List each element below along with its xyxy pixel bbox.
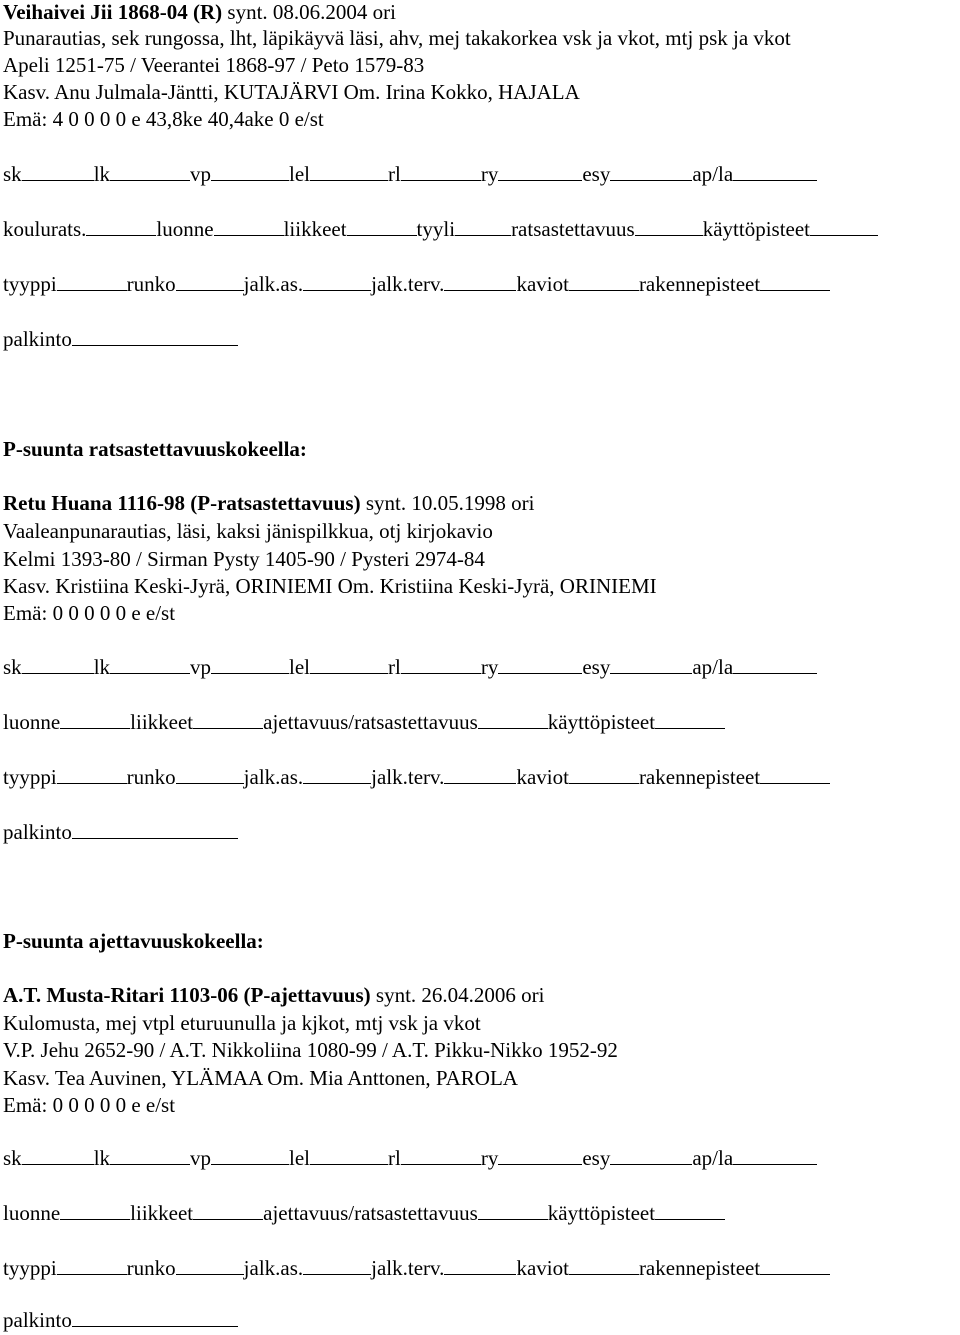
field-label: jalk.as. bbox=[243, 765, 304, 789]
field-label: rakennepisteet bbox=[638, 765, 761, 789]
field-blank[interactable] bbox=[760, 765, 830, 784]
horse2-birth: synt. 10.05.1998 ori bbox=[360, 491, 535, 515]
field-label: esy bbox=[582, 1146, 611, 1170]
horse1-score-row-1 bbox=[3, 162, 817, 186]
field-blank[interactable] bbox=[610, 655, 692, 674]
field-label: rakennepisteet bbox=[638, 272, 761, 296]
horse3-score-row-4 bbox=[3, 1308, 238, 1332]
horse3-score-row-2 bbox=[3, 1201, 725, 1225]
field-label: ap/la bbox=[692, 162, 734, 186]
field-label: sk bbox=[3, 655, 22, 679]
field-blank[interactable] bbox=[401, 1146, 481, 1165]
field-blank[interactable] bbox=[401, 162, 481, 181]
field-label: tyyppi bbox=[3, 765, 57, 789]
field-label: ry bbox=[480, 1146, 499, 1170]
field-blank[interactable] bbox=[211, 1146, 289, 1165]
field-label: lk bbox=[93, 655, 111, 679]
field-blank[interactable] bbox=[498, 1146, 582, 1165]
horse1-score-row-2 bbox=[3, 217, 878, 241]
field-blank[interactable] bbox=[733, 162, 817, 181]
field-blank[interactable] bbox=[810, 217, 878, 236]
horse1-birth: synt. 08.06.2004 ori bbox=[222, 0, 396, 24]
field-label: käyttöpisteet bbox=[547, 710, 656, 734]
field-blank[interactable] bbox=[110, 1146, 190, 1165]
field-label: jalk.terv. bbox=[371, 1256, 445, 1280]
field-label: jalk.terv. bbox=[371, 765, 445, 789]
field-label: käyttöpisteet bbox=[547, 1201, 656, 1225]
field-label: palkinto bbox=[3, 1308, 72, 1332]
section-heading-riding: P-suunta ratsastettavuuskokeella: bbox=[3, 437, 307, 461]
field-label: sk bbox=[3, 1146, 22, 1170]
field-blank[interactable] bbox=[610, 1146, 692, 1165]
field-blank[interactable] bbox=[176, 1256, 244, 1275]
field-blank[interactable] bbox=[347, 217, 417, 236]
field-blank[interactable] bbox=[303, 272, 371, 291]
field-label: tyyppi bbox=[3, 272, 57, 296]
field-label: rl bbox=[388, 1146, 401, 1170]
field-blank[interactable] bbox=[57, 765, 127, 784]
field-label: ap/la bbox=[692, 1146, 734, 1170]
field-label: lel bbox=[289, 655, 311, 679]
field-blank[interactable] bbox=[444, 765, 516, 784]
field-blank[interactable] bbox=[72, 1308, 238, 1327]
field-label: ajettavuus/ratsastettavuus bbox=[263, 710, 478, 734]
field-blank[interactable] bbox=[635, 217, 703, 236]
field-label: vp bbox=[190, 1146, 212, 1170]
horse1-dam-record: Emä: 4 0 0 0 0 e 43,8ke 40,4ake 0 e/st bbox=[3, 107, 324, 131]
field-label: lel bbox=[289, 162, 311, 186]
horse3-score-row-3 bbox=[3, 1256, 830, 1280]
horse1-score-row-3 bbox=[3, 272, 830, 296]
field-label: liikkeet bbox=[283, 217, 347, 241]
field-label: runko bbox=[126, 1256, 176, 1280]
horse3-dam-record: Emä: 0 0 0 0 0 e e/st bbox=[3, 1093, 176, 1117]
horse1-title bbox=[3, 0, 396, 24]
horse2-dam-record: Emä: 0 0 0 0 0 e e/st bbox=[3, 601, 176, 625]
field-label: liikkeet bbox=[130, 710, 194, 734]
horse3-score-row-1 bbox=[3, 1146, 817, 1170]
field-blank[interactable] bbox=[310, 655, 388, 674]
field-label: jalk.terv. bbox=[371, 272, 445, 296]
field-blank[interactable] bbox=[214, 217, 284, 236]
field-blank[interactable] bbox=[57, 1256, 127, 1275]
horse2-breeder-owner: Kasv. Kristiina Keski-Jyrä, ORINIEMI Om. Kristiina Keski-Jyrä, ORINIEMI bbox=[3, 574, 657, 598]
field-blank[interactable] bbox=[610, 162, 692, 181]
field-blank[interactable] bbox=[72, 820, 238, 839]
field-label: vp bbox=[190, 162, 212, 186]
field-blank[interactable] bbox=[444, 272, 516, 291]
field-label: lel bbox=[289, 1146, 311, 1170]
field-label: ratsastettavuus bbox=[511, 217, 635, 241]
horse3-description: Kulomusta, mej vtpl eturuunulla ja kjkot, mtj vsk ja vkot bbox=[3, 1011, 481, 1035]
field-blank[interactable] bbox=[176, 765, 244, 784]
field-blank[interactable] bbox=[310, 1146, 388, 1165]
field-label: esy bbox=[582, 655, 611, 679]
field-blank[interactable] bbox=[22, 655, 94, 674]
field-label: ry bbox=[480, 655, 499, 679]
field-blank[interactable] bbox=[303, 765, 371, 784]
field-label: liikkeet bbox=[130, 1201, 194, 1225]
field-label: rl bbox=[388, 162, 401, 186]
horse2-description: Vaaleanpunarautias, läsi, kaksi jänispilkkua, otj kirjokavio bbox=[3, 519, 493, 543]
field-label: jalk.as. bbox=[243, 1256, 304, 1280]
horse1-pedigree: Apeli 1251-75 / Veerantei 1868-97 / Peto 1579-83 bbox=[3, 53, 425, 77]
field-label: esy bbox=[582, 162, 611, 186]
field-label: palkinto bbox=[3, 327, 72, 351]
field-blank[interactable] bbox=[193, 1201, 263, 1220]
field-label: runko bbox=[126, 765, 176, 789]
field-blank[interactable] bbox=[569, 1256, 639, 1275]
horse3-title bbox=[3, 983, 545, 1007]
field-label: jalk.as. bbox=[243, 272, 304, 296]
horse3-breeder-owner: Kasv. Tea Auvinen, YLÄMAA Om. Mia Anttonen, PAROLA bbox=[3, 1066, 518, 1090]
field-blank[interactable] bbox=[655, 1201, 725, 1220]
horse2-score-row-3 bbox=[3, 765, 830, 789]
field-label: runko bbox=[126, 272, 176, 296]
field-label: käyttöpisteet bbox=[702, 217, 811, 241]
field-blank[interactable] bbox=[401, 655, 481, 674]
field-label: ajettavuus/ratsastettavuus bbox=[263, 1201, 478, 1225]
horse2-score-row-1 bbox=[3, 655, 817, 679]
field-label: rl bbox=[388, 655, 401, 679]
field-label: sk bbox=[3, 162, 22, 186]
field-label: palkinto bbox=[3, 820, 72, 844]
field-blank[interactable] bbox=[655, 710, 725, 729]
horse2-name: Retu Huana 1116-98 (P-ratsastettavuus) bbox=[3, 491, 361, 515]
field-label: ry bbox=[480, 162, 499, 186]
field-label: luonne bbox=[3, 710, 61, 734]
field-blank[interactable] bbox=[211, 655, 289, 674]
field-blank[interactable] bbox=[110, 655, 190, 674]
field-blank[interactable] bbox=[22, 1146, 94, 1165]
field-blank[interactable] bbox=[310, 162, 388, 181]
field-label: luonne bbox=[3, 1201, 61, 1225]
field-blank[interactable] bbox=[72, 327, 238, 346]
field-blank[interactable] bbox=[303, 1256, 371, 1275]
horse3-pedigree: V.P. Jehu 2652-90 / A.T. Nikkoliina 1080-99 / A.T. Pikku-Nikko 1952-92 bbox=[3, 1038, 618, 1062]
horse2-score-row-4 bbox=[3, 820, 238, 844]
field-label: lk bbox=[93, 162, 111, 186]
field-blank[interactable] bbox=[733, 1146, 817, 1165]
field-blank[interactable] bbox=[569, 272, 639, 291]
horse3-birth: synt. 26.04.2006 ori bbox=[370, 983, 545, 1007]
horse2-score-row-2 bbox=[3, 710, 725, 734]
field-blank[interactable] bbox=[733, 655, 817, 674]
field-label: tyyli bbox=[416, 217, 456, 241]
field-label: lk bbox=[93, 1146, 111, 1170]
section-heading-driving: P-suunta ajettavuuskokeella: bbox=[3, 929, 264, 953]
horse2-title bbox=[3, 491, 534, 515]
horse2-pedigree: Kelmi 1393-80 / Sirman Pysty 1405-90 / Pysteri 2974-84 bbox=[3, 547, 485, 571]
horse1-breeder-owner: Kasv. Anu Julmala-Jäntti, KUTAJÄRVI Om. Irina Kokko, HAJALA bbox=[3, 80, 580, 104]
field-blank[interactable] bbox=[760, 1256, 830, 1275]
field-blank[interactable] bbox=[455, 217, 511, 236]
field-blank[interactable] bbox=[498, 162, 582, 181]
field-label: koulurats. bbox=[3, 217, 87, 241]
field-label: kaviot bbox=[516, 765, 569, 789]
field-blank[interactable] bbox=[60, 1201, 130, 1220]
horse1-score-row-4 bbox=[3, 327, 238, 351]
field-blank[interactable] bbox=[176, 272, 244, 291]
field-label: kaviot bbox=[516, 272, 569, 296]
field-blank[interactable] bbox=[22, 162, 94, 181]
field-label: vp bbox=[190, 655, 212, 679]
horse1-name: Veihaivei Jii 1868-04 (R) bbox=[3, 0, 223, 24]
field-blank[interactable] bbox=[211, 162, 289, 181]
field-blank[interactable] bbox=[110, 162, 190, 181]
field-blank[interactable] bbox=[60, 710, 130, 729]
field-label: tyyppi bbox=[3, 1256, 57, 1280]
field-blank[interactable] bbox=[478, 1201, 548, 1220]
field-blank[interactable] bbox=[57, 272, 127, 291]
field-blank[interactable] bbox=[193, 710, 263, 729]
field-label: rakennepisteet bbox=[638, 1256, 761, 1280]
horse1-description: Punarautias, sek rungossa, lht, läpikäyvä läsi, ahv, mej takakorkea vsk ja vkot, mtj psk ja vkot bbox=[3, 26, 791, 50]
field-blank[interactable] bbox=[569, 765, 639, 784]
field-blank[interactable] bbox=[478, 710, 548, 729]
field-blank[interactable] bbox=[444, 1256, 516, 1275]
field-label: kaviot bbox=[516, 1256, 569, 1280]
field-blank[interactable] bbox=[498, 655, 582, 674]
horse3-name: A.T. Musta-Ritari 1103-06 (P-ajettavuus) bbox=[3, 983, 371, 1007]
field-blank[interactable] bbox=[86, 217, 156, 236]
field-label: luonne bbox=[156, 217, 214, 241]
field-blank[interactable] bbox=[760, 272, 830, 291]
field-label: ap/la bbox=[692, 655, 734, 679]
